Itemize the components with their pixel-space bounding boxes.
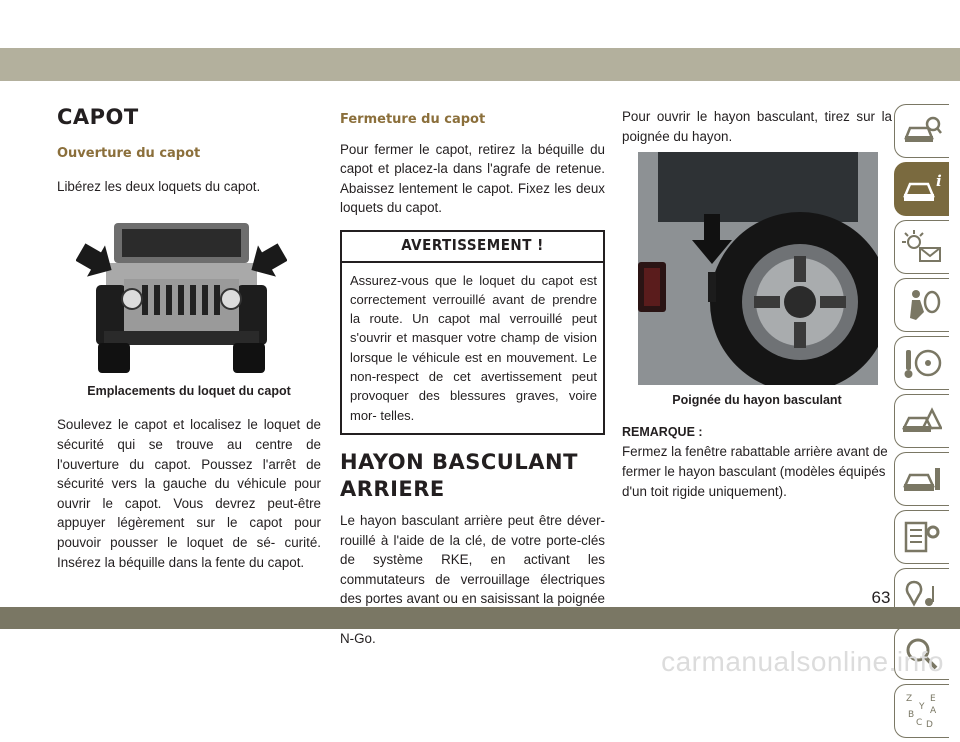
svg-text:A: A xyxy=(930,706,937,716)
svg-text:E: E xyxy=(930,694,936,704)
paragraph: Pour ouvrir le hayon basculant, tirez sur la poignée du hayon. xyxy=(622,109,892,144)
section-title-hayon: HAYON BASCULANT ARRIERE xyxy=(340,449,578,501)
watermark-text: carmanualsonline.info xyxy=(661,646,944,677)
alphabet-index-icon xyxy=(902,691,942,731)
paragraph: Libérez les deux loquets du capot. xyxy=(57,179,261,195)
svg-text:B: B xyxy=(908,710,915,720)
section-title-capot: CAPOT xyxy=(57,105,139,129)
svg-text:D: D xyxy=(926,720,933,730)
figure-caption: Emplacements du loquet du capot xyxy=(87,383,291,398)
column-3 xyxy=(622,96,892,501)
page-number: 63 xyxy=(871,588,891,607)
tab-airbag[interactable] xyxy=(894,278,949,332)
tab-car-info-search[interactable] xyxy=(894,104,949,158)
paragraph: Soulevez le capot et localisez le loquet de sécurité qui se trouve au centre de l'ouverture du capot. Poussez l'arrêt de sécurité vers la gauche du véhicule pour ouvrir le capot. Vous devrez peut-être appuyer légèrement sur le capot pour pouvoir pousser le loquet de sé- curité. Insérez la béquille dans la fente du capot. xyxy=(57,417,321,570)
tab-warning-lights[interactable] xyxy=(894,220,949,274)
hood-latch-image xyxy=(76,213,287,376)
car-info-icon xyxy=(901,172,943,206)
svg-text:C: C xyxy=(916,718,923,728)
svg-text:Y: Y xyxy=(919,702,925,712)
checklist-gear-icon xyxy=(902,520,942,554)
jeep-front-illustration xyxy=(76,213,287,376)
tab-car-warning[interactable] xyxy=(894,394,949,448)
subsection-ouverture: Ouverture du capot xyxy=(57,145,201,161)
steering-wheel-key-icon xyxy=(902,346,942,380)
warning-body: Assurez-vous que le loquet du capot est correctement verrouillé avant de prendre la route. Un capot mal verrouillé peut s'ouvrir et masquer votre champ de vision lorsque le véhicule est en mouvement. Le non-respect de cet avertissement peut provoquer des blessures graves, voire mor- telles. xyxy=(350,272,597,423)
tab-index[interactable] xyxy=(894,684,949,738)
airbag-person-icon xyxy=(902,288,942,322)
swing-gate-image xyxy=(638,152,878,385)
car-info-search-icon xyxy=(902,114,942,148)
column-1 xyxy=(57,96,321,572)
figure-caption: Poignée du hayon basculant xyxy=(672,393,842,408)
svg-text:i: i xyxy=(936,172,942,190)
tab-steering[interactable] xyxy=(894,336,949,390)
tab-checklist[interactable] xyxy=(894,510,949,564)
note-text: Fermez la fenêtre rabattable arrière avant de fermer le hayon basculant (modèles équipés d'un toit rigide uniquement). xyxy=(622,444,888,499)
paragraph: Le hayon basculant arrière peut être déver- rouillé à l'aide de la clé, de votre porte-clés de système RKE, en activant les commutateurs de verrouillage électriques des portes avant ou en saisissant la poignée N-Go. xyxy=(340,512,605,646)
tab-car-info[interactable] xyxy=(894,162,949,216)
column-2 xyxy=(340,96,605,648)
footer-band xyxy=(0,607,960,629)
subsection-fermeture: Fermeture du capot xyxy=(340,112,486,127)
car-service-icon xyxy=(902,462,942,496)
svg-text:Z: Z xyxy=(906,694,913,704)
spare-tire-illustration xyxy=(638,152,878,385)
car-warning-triangle-icon xyxy=(902,404,942,438)
paragraph: Pour fermer le capot, retirez la béquille du capot et placez-la dans l'agrafe de retenue. Abaissez lentement le capot. Fixez les deux loquets du capot. xyxy=(340,141,605,216)
header-band xyxy=(0,48,960,81)
tab-car-service[interactable] xyxy=(894,452,949,506)
warning-title: AVERTISSEMENT ! xyxy=(342,232,603,263)
warning-box xyxy=(340,230,605,435)
note-label: REMARQUE : xyxy=(622,424,703,439)
warning-lights-message-icon xyxy=(902,230,942,264)
